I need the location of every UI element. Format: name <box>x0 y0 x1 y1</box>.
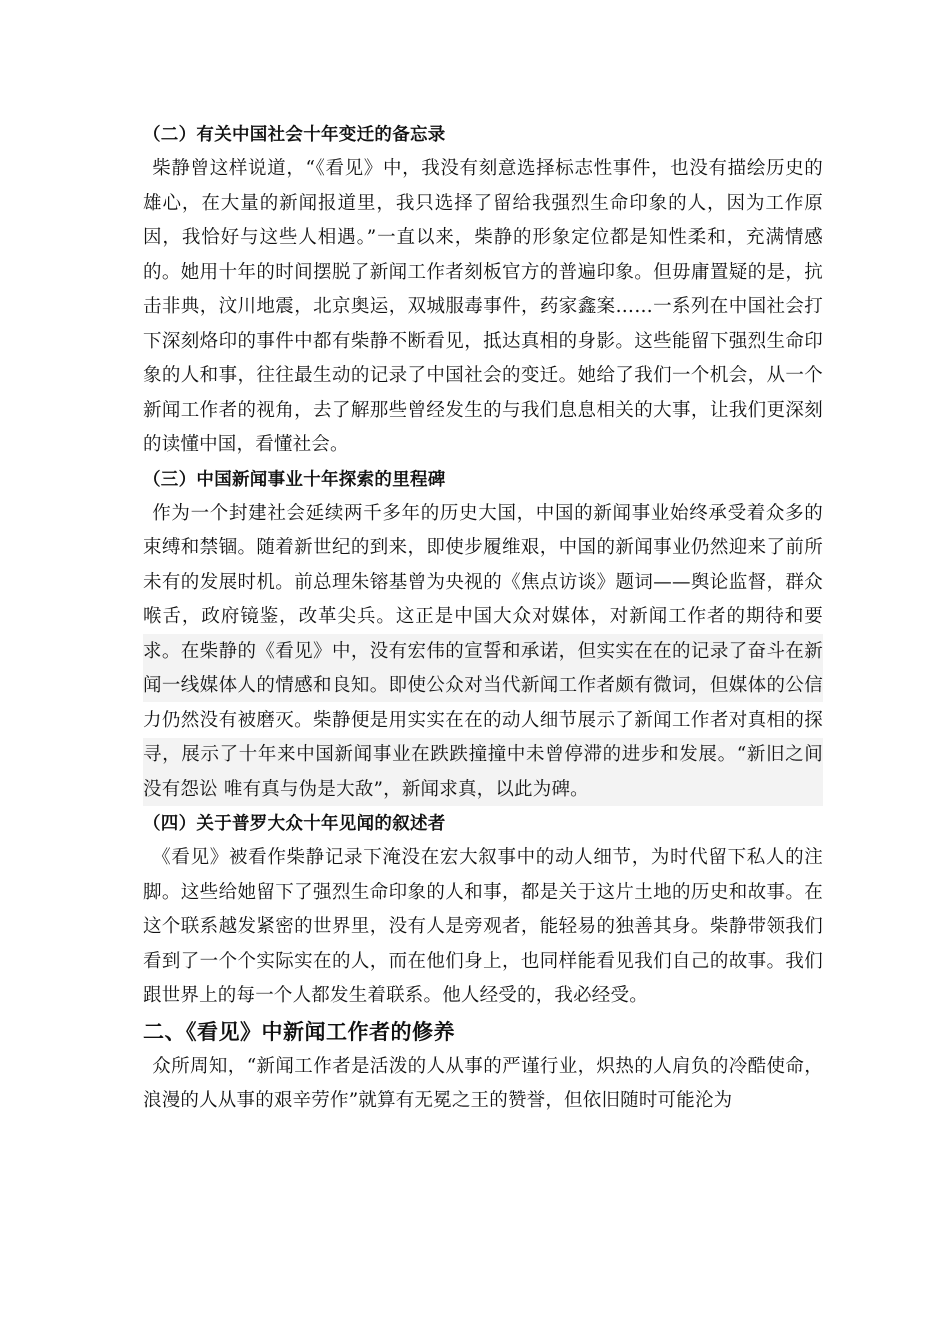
section-heading-2: （二）有关中国社会十年变迁的备忘录 <box>143 125 446 145</box>
section-heading-4: （四）关于普罗大众十年见闻的叙述者 <box>143 814 446 834</box>
section-paragraph-4: 《看见》被看作柴静记录下淹没在宏大叙事中的动人细节，为时代留下私人的注脚。这些给她留下了强烈生命印象的人和事，都是关于这片土地的历史和故事。在这个联系越发紧密的世界里，没有人是旁观者，能轻易的独善其身。柴静带领我们看到了一个个实际实在的人，而在他们身上，也同样能看见我们自己的故事。我们跟世界上的每一个人都发生着联系。他人经受的，我必经受。 <box>143 847 823 1006</box>
section-paragraph-2: 柴静曾这样说道，“《看见》中，我没有刻意选择标志性事件，也没有描绘历史的雄心，在大量的新闻报道里，我只选择了留给我强烈生命印象的人，因为工作原因，我恰好与这些人相遇。”一直以来，柴静的形象定位都是知性柔和，充满情感的。她用十年的时间摆脱了新闻工作者刻板官方的普遍印象。但毋庸置疑的是，抗击非典，汶川地震，北京奥运，双城服毒事件，药家鑫案……一系列在中国社会打下深刻烙印的事件中都有柴静不断看见，抵达真相的身影。这些能留下强烈生命印象的人和事，往往最生动的记录了中国社会的变迁。她给了我们一个机会，从一个新闻工作者的视角，去了解那些曾经发生的与我们息息相关的大事，让我们更深刻的读懂中国，看懂社会。 <box>143 158 823 455</box>
document-page <box>143 118 823 1119</box>
chapter-paragraph-2: 众所周知，“新闻工作者是活泼的人从事的严谨行业，炽热的人肩负的冷酷使命，浪漫的人从事的艰辛劳作”就算有无冕之王的赞誉，但依旧随时可能沦为 <box>143 1055 823 1111</box>
section-heading-3: （三）中国新闻事业十年探索的里程碑 <box>143 469 446 490</box>
chapter-heading-2: 二、《看见》中新闻工作者的修养 <box>143 1019 455 1044</box>
section-paragraph-3: 作为一个封建社会延续两千多年的历史大国，中国的新闻事业始终承受着众多的束缚和禁锢。随着新世纪的到来，即使步履维艰，中国的新闻事业仍然迎来了前所未有的发展时机。前总理朱镕基曾为央视的《焦点访谈》题词——舆论监督，群众喉舌，政府镜鉴，改革尖兵。这正是中国大众对媒体，对新闻工作者的期待和要求。在柴静的《看见》中，没有宏伟的宣誓和承诺，但实实在在的记录了奋斗在新闻一线媒体人的情感和良知。即使公众对当代新闻工作者颇有微词，但媒体的公信力仍然没有被磨灭。柴静便是用实实在在的动人细节展示了新闻工作者对真相的探寻，展示了十年来中国新闻事业在跌跌撞撞中未曾停滞的进步和发展。“新旧之间没有怨讼 唯有真与伪是大敌”，新闻求真，以此为碑。 <box>143 502 823 800</box>
